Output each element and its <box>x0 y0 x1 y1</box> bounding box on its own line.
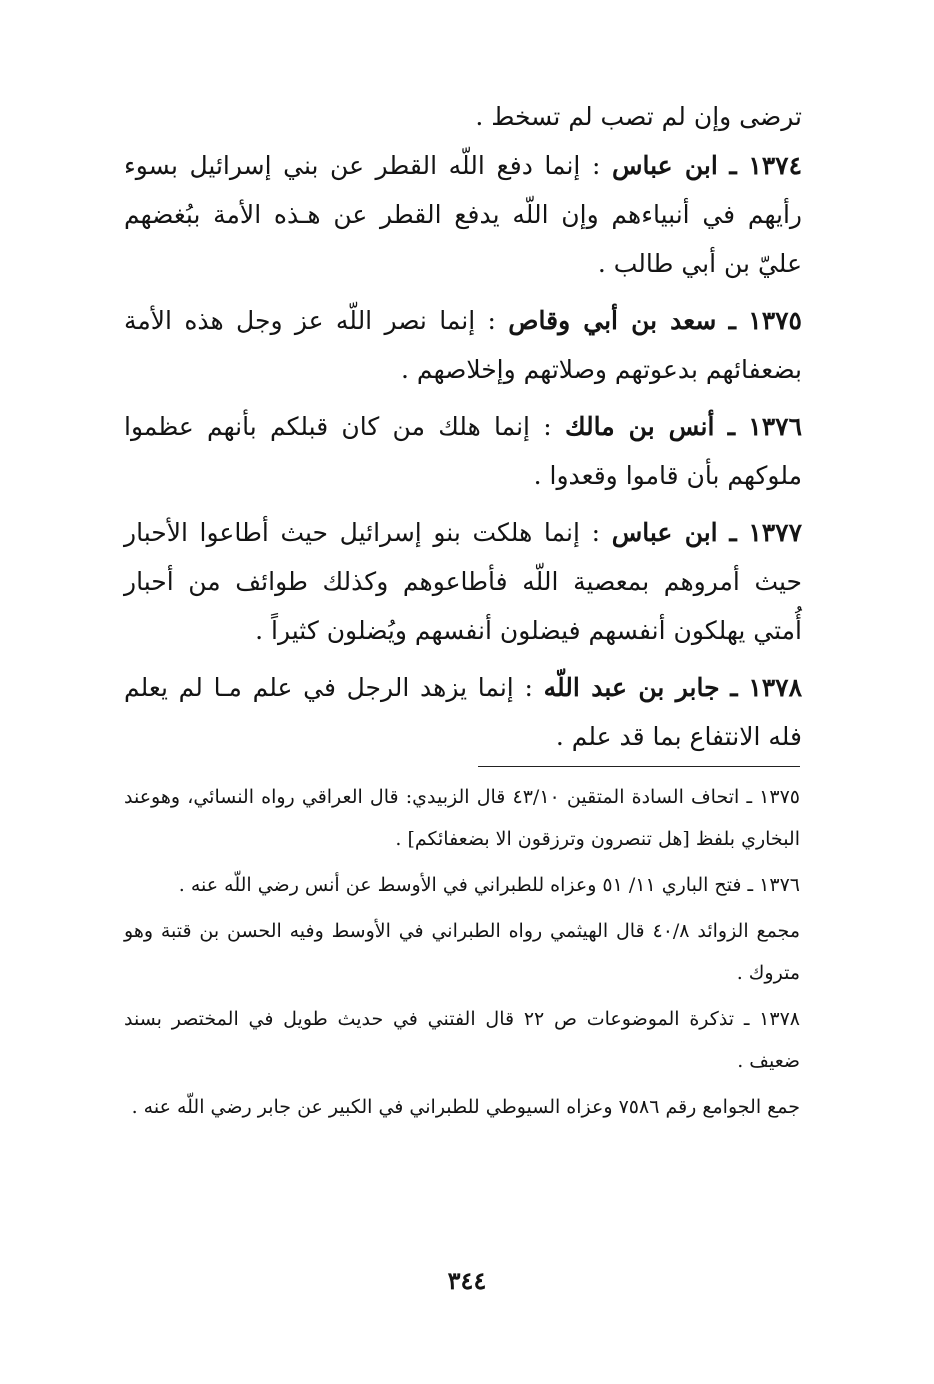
entry-dash: ـ <box>729 151 737 180</box>
entry-dash: ـ <box>727 412 736 441</box>
footnote-1378: ١٣٧٨ ـ تذكرة الموضوعات ص ٢٢ قال الفتني في حديث طويل في المختصر بسند ضعيف . <box>124 1008 800 1072</box>
footnotes <box>124 776 800 1132</box>
intro-line: ترضى وإن لم تصب لم تسخط . <box>475 102 802 131</box>
entry-colon: : <box>524 673 533 702</box>
entry-text: إنما هلك من كان قبلكم بأنهم عظموا ملوكهم بأن قاموا وقعدوا . <box>124 412 802 490</box>
footnote-1375: ١٣٧٥ ـ اتحاف السادة المتقين ٤٣/١٠ قال الزبيدي: قال العراقي رواه النسائي، وهوعند البخاري بلفظ [هل تنصرون وترزقون الا بضعفائكم] . <box>124 786 800 850</box>
footnote-1378-extra: جمع الجوامع رقم ٧٥٨٦ وعزاه السيوطي للطبراني في الكبير عن جابر رضي اللّه عنه . <box>131 1096 800 1118</box>
entry-narrator: ابن عباس <box>611 518 718 547</box>
entry-narrator: ابن عباس <box>611 151 718 180</box>
hadith-entry-1375 <box>124 296 802 394</box>
entry-dash: ـ <box>729 518 737 547</box>
entry-number: ١٣٧٤ <box>748 151 803 180</box>
entry-number: ١٣٧٨ <box>748 673 803 702</box>
hadith-entry-1377 <box>124 508 802 655</box>
entry-number: ١٣٧٥ <box>748 306 802 335</box>
entry-number: ١٣٧٧ <box>748 518 803 547</box>
entry-dash: ـ <box>728 306 736 335</box>
entry-narrator: سعد بن أبي وقاص <box>508 306 717 335</box>
entry-text: إنما نصر اللّه عز وجل هذه الأمة بضعفائهم بدعوتهم وصلاتهم وإخلاصهم . <box>124 306 802 384</box>
entry-colon: : <box>591 151 601 180</box>
entry-text: إنما يزهد الرجل في علم مـا لم يعلم فله الانتفاع بما قد علم . <box>124 673 802 751</box>
entry-narrator: جابر بن عبد اللّه <box>543 673 720 702</box>
page-number: ٣٤٤ <box>447 1266 487 1295</box>
entry-text: إنما هلكت بنو إسرائيل حيث أطاعوا الأحبار حيث أمروهم بمعصية اللّه فأطاعوهم وكذلك طوائف من أحبار أُمتي يهلكون أنفسهم فيضلون أنفسهم ويُضلون كثيراً . <box>124 518 802 645</box>
main-text <box>124 92 802 769</box>
entry-text: إنما دفع اللّه القطر عن بني إسرائيل بسوء رأيهم في أنبياءهم وإن اللّه يدفع القطر عن هـذه الأمة ببُغضهم عليّ بن أبي طالب . <box>124 151 802 278</box>
hadith-entry-1378 <box>124 663 802 761</box>
entry-colon: : <box>487 306 496 335</box>
entry-colon: : <box>543 412 552 441</box>
entry-narrator: أنس بن مالك <box>564 412 715 441</box>
hadith-entry-1376 <box>124 402 802 500</box>
hadith-entry-1374 <box>124 141 802 288</box>
entry-dash: ـ <box>730 673 738 702</box>
entry-number: ١٣٧٦ <box>748 412 803 441</box>
footnote-1376-extra: مجمع الزوائد ٤٠/٨ قال الهيثمي رواه الطبراني في الأوسط وفيه الحسن بن قتبة وهو متروك . <box>124 920 801 984</box>
footnote-1376: ١٣٧٦ ـ فتح الباري ١١/ ٥١ وعزاه للطبراني في الأوسط عن أنس رضي اللّه عنه . <box>178 874 800 896</box>
footnote-divider <box>478 766 800 767</box>
entry-colon: : <box>591 518 601 547</box>
